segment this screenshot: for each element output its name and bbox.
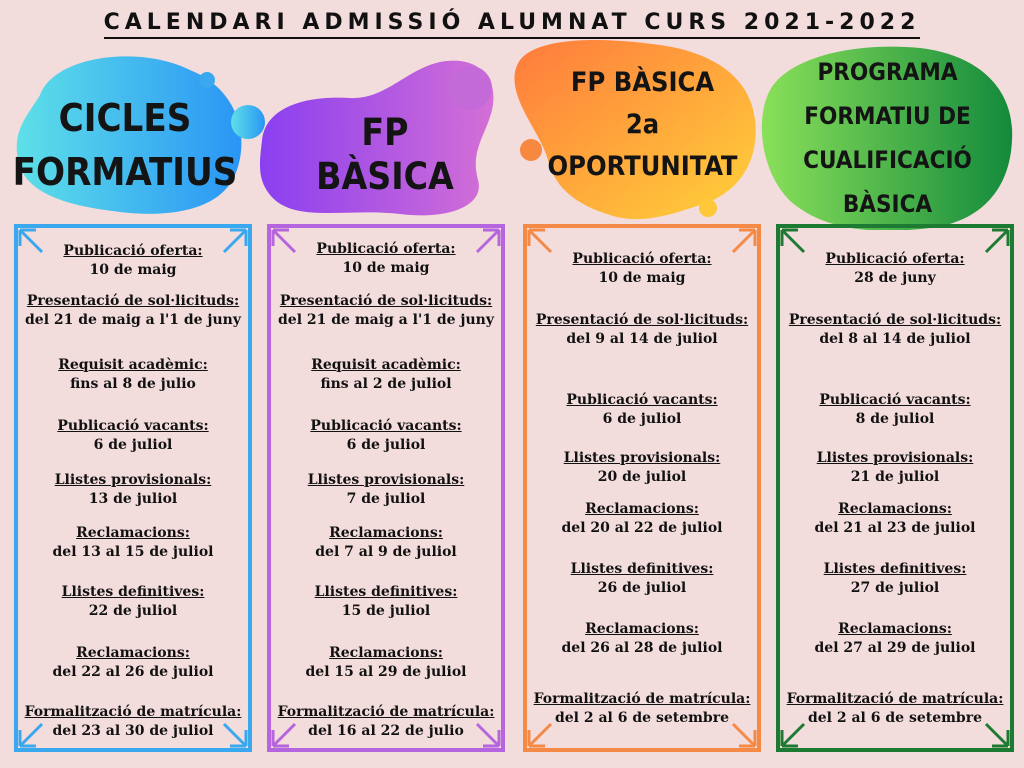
- entry-reclamacions: Reclamacions: del 22 al 26 de juliol: [52, 645, 214, 680]
- entry-llistes-provisionals: Llistes provisionals: 20 de juliol: [563, 450, 721, 485]
- entry-publicacio-oferta: Publicació oferta: 10 de maig: [316, 241, 456, 276]
- entry-requisit-academic: Requisit acadèmic: fins al 2 de juliol: [311, 357, 461, 392]
- entry-llistes-definitives: Llistes definitives: 22 de juliol: [61, 584, 205, 619]
- heading-fp-basica-2a: FP BÀSICA 2a OPORTUNITAT: [547, 67, 738, 182]
- entry-llistes-provisionals: Llistes provisionals: 13 de juliol: [54, 472, 212, 507]
- column-pfcb: [776, 224, 1014, 752]
- entry-llistes-provisionals: Llistes provisionals: 21 de juliol: [816, 450, 974, 485]
- column-cicles-formatius: [14, 224, 252, 752]
- entry-formalitzacio-matricula: Formalització de matrícula: del 23 al 30 de juliol: [24, 704, 242, 739]
- entry-publicacio-oferta: Publicació oferta: 10 de maig: [63, 243, 203, 278]
- entry-reclamacions: Reclamacions: del 27 al 29 de juliol: [814, 621, 976, 656]
- heading-pfcb: PROGRAMA FORMATIU DE CUALIFICACIÓ BÀSICA: [803, 58, 972, 218]
- entry-presentacio-sollicituds: Presentació de sol·licituds: del 21 de maig a l'1 de juny: [25, 293, 241, 328]
- entry-requisit-academic: Requisit acadèmic: fins al 8 de julio: [58, 357, 208, 392]
- entry-publicacio-vacants: Publicació vacants: 6 de juliol: [310, 418, 462, 453]
- column-fp-basica: [267, 224, 505, 752]
- entry-reclamacions: Reclamacions: del 7 al 9 de juliol: [315, 525, 457, 560]
- column-fp-basica-2a: [523, 224, 761, 752]
- entry-reclamacions: Reclamacions: del 21 al 23 de juliol: [814, 501, 976, 536]
- entry-llistes-definitives: Llistes definitives: 26 de juliol: [570, 561, 714, 596]
- entry-formalitzacio-matricula: Formalització de matrícula: del 2 al 6 de setembre: [786, 691, 1004, 726]
- entry-llistes-definitives: Llistes definitives: 27 de juliol: [823, 561, 967, 596]
- page-title: CALENDARI ADMISSIÓ ALUMNAT CURS 2021-2022: [0, 10, 1024, 35]
- entry-publicacio-oferta: Publicació oferta: 10 de maig: [572, 251, 712, 286]
- heading-fp-basica: FP BÀSICA: [316, 111, 454, 198]
- entry-llistes-provisionals: Llistes provisionals: 7 de juliol: [307, 472, 465, 507]
- heading-cicles-formatius: CICLES FORMATIUS: [12, 96, 238, 194]
- entry-llistes-definitives: Llistes definitives: 15 de juliol: [314, 584, 458, 619]
- entry-presentacio-sollicituds: Presentació de sol·licituds: del 21 de maig a l'1 de juny: [278, 293, 494, 328]
- entry-reclamacions: Reclamacions: del 15 al 29 de juliol: [305, 645, 467, 680]
- entry-formalitzacio-matricula: Formalització de matrícula: del 2 al 6 de setembre: [533, 691, 751, 726]
- entry-publicacio-vacants: Publicació vacants: 8 de juliol: [819, 392, 971, 427]
- entry-publicacio-oferta: Publicació oferta: 28 de juny: [825, 251, 965, 286]
- entry-formalitzacio-matricula: Formalització de matrícula: del 16 al 22 de julio: [277, 704, 495, 739]
- entry-publicacio-vacants: Publicació vacants: 6 de juliol: [57, 418, 209, 453]
- entry-reclamacions: Reclamacions: del 13 al 15 de juliol: [52, 525, 214, 560]
- entry-publicacio-vacants: Publicació vacants: 6 de juliol: [566, 392, 718, 427]
- entry-reclamacions: Reclamacions: del 20 al 22 de juliol: [561, 501, 723, 536]
- entry-reclamacions: Reclamacions: del 26 al 28 de juliol: [561, 621, 723, 656]
- entry-presentacio-sollicituds: Presentació de sol·licituds: del 8 al 14 de juliol: [788, 312, 1002, 347]
- entry-presentacio-sollicituds: Presentació de sol·licituds: del 9 al 14 de juliol: [535, 312, 749, 347]
